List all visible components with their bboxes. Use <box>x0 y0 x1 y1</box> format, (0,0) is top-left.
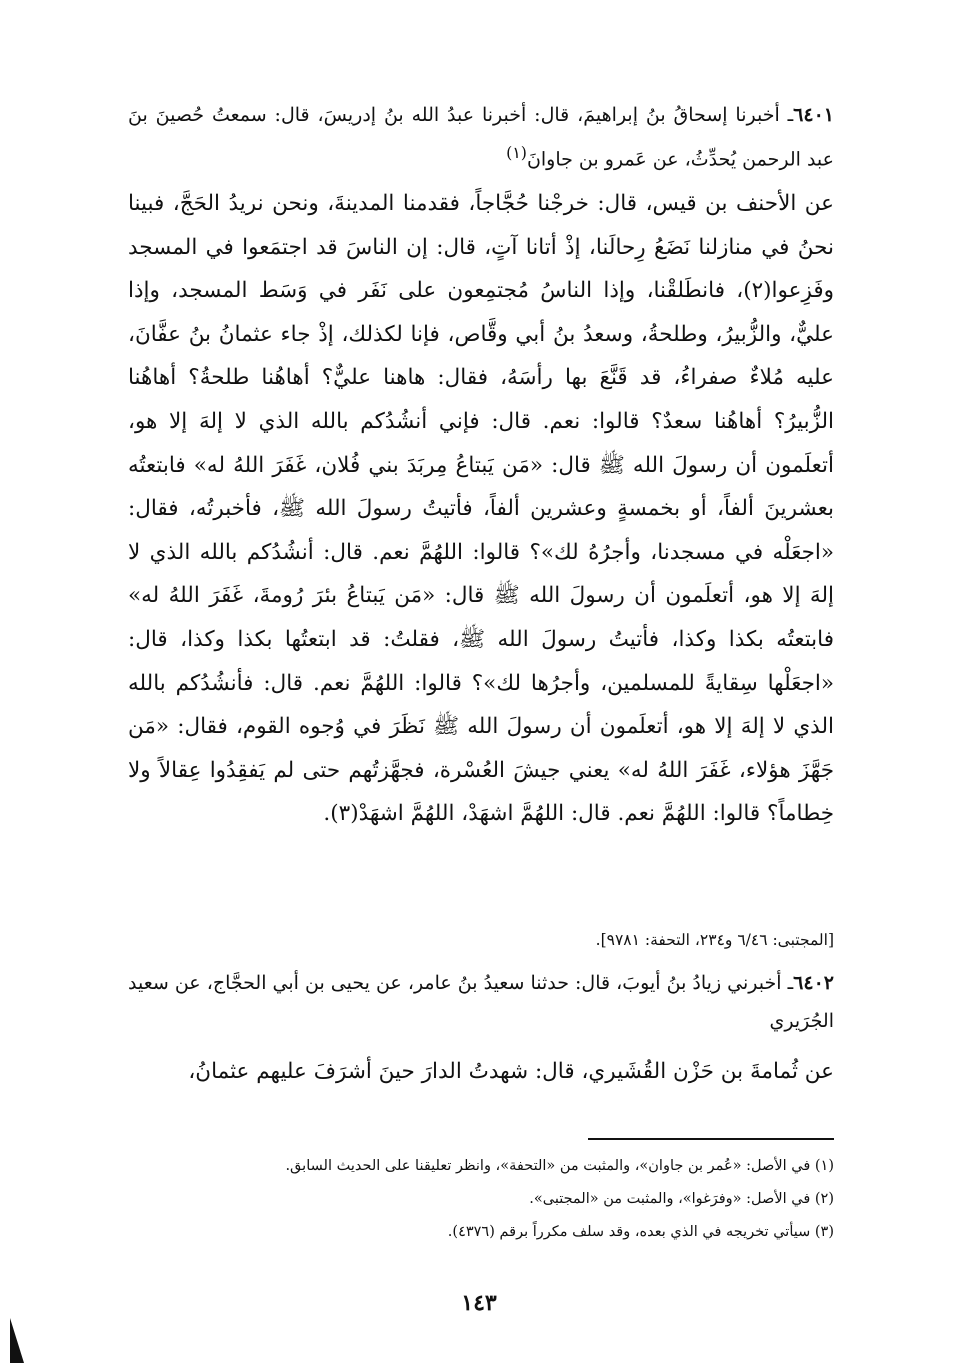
isnad-text: ـ أخبرني زيادُ بنُ أيوبَ، قال: حدثنا سعيدُ بنُ عامر، عن يحيى بن أبي الحجَّاج، عن سعيد الجُرَيري <box>128 972 834 1032</box>
footnote-divider <box>588 1138 834 1140</box>
isnad-text: ـ أخبرنا إسحاقُ بنُ إبراهيمَ، قال: أخبرنا عبدُ الله بنُ إدريسَ، قال: سمعتُ حُصينَ بنَ عبد الرحمن يُحدِّثُ، عن عَمرو بن جاوانَ <box>128 104 834 171</box>
hadith-6401-matn: عن الأحنف بن قيس، قال: خرجْنا حُجَّاجاً، فقدمنا المدينةَ، ونحن نريدُ الحَجَّ، فبينا نحنُ في منازلنا نَضَعُ رِحالَنا، إذْ أتانا آتٍ، قال: إن الناسَ قد اجتمَعوا في المسجد وفَزِعوا(٢)، فانطَلقْنا، وإذا الناسُ مُجتمِعون على نَفَر في وَسَط المسجد، وإذا عليٌّ، والزُّبيرُ، وطلحةُ، وسعدُ بنُ أبي وقَّاص، فإنا لكذلك، إذْ جاء عثمانُ بنُ عفَّانَ، عليه مُلاءٌ صفراءُ، قد قَنَّعَ بها رأسَهُ، فقال: هاهنا عليٌّ؟ أهاهُنا طلحةُ؟ أهاهُنا الزُّبيرُ؟ أهاهُنا سعدٌ؟ قالوا: نعم. قال: فإني أنشُدُكم بالله الذي لا إلهَ إلا هو، أتعلَمون أن رسولَ الله ﷺ قال: «مَن يَبتاعُ مِربَدَ بني فُلان، غَفَرَ اللهُ له» فابتعتُه بعشرينَ ألفاً، أو بخمسةٍ وعشرين ألفاً، فأتيتُ رسولَ الله ﷺ، فأخبرتُه، فقال: «اجعَلْه في مسجدنا، وأجرُهُ لك»؟ قالوا: اللهُمَّ نعم. قال: أنشُدُكم بالله الذي لا إلهَ إلا هو، أتعلَمون أن رسولَ الله ﷺ قال: «مَن يَبتاعُ بئرَ رُومةَ، غَفَرَ اللهُ له» فابتعتُه بكذا وكذا، فأتيتُ رسولَ الله ﷺ، فقلتُ: قد ابتعتُها بكذا وكذا، قال: «اجعَلْها سِقايةً للمسلمين، وأجرُها لك»؟ قالوا: اللهُمَّ نعم. قال: فأنشُدُكم بالله الذي لا إلهَ إلا هو، أتعلَمون أن رسولَ الله ﷺ نَظَرَ في وُجوه القوم، فقال: «مَن جَهَّزَ هؤلاء، غَفَرَ اللهُ له» يعني جيشَ العُسْرة، فجهَّزتُهم حتى لم يَفقِدُوا عِقالاً ولا خِطاماً؟ قالوا: اللهُمَّ نعم. قال: اللهُمَّ اشهَدْ، اللهُمَّ اشهَدْ(٣). <box>128 191 834 827</box>
hadith-6401-isnad <box>128 96 834 178</box>
footnote-3: (٣) سيأتي تخريجه في الذي بعده، وقد سلف مكرراً برقم (٤٣٧٦). <box>447 1224 834 1240</box>
footnotes <box>128 1150 834 1249</box>
hadith-6401-reference: [المجتبى: ٦/٤٦ و٢٣٤، التحفة: ٩٧٨١]. <box>595 931 834 949</box>
footnote-1: (١) في الأصل: «عُمر بن جاوان»، والمثبت من «التحفة»، وانظر تعليقنا على الحديث السابق. <box>285 1158 834 1174</box>
corner-mark-icon <box>8 1318 26 1363</box>
hadith-number: ٦٤٠١ <box>793 104 834 126</box>
footnote-2: (٢) في الأصل: «وفرَغوا»، والمثبت من «المجتبى». <box>529 1191 834 1207</box>
hadith-number: ٦٤٠٢ <box>793 972 834 994</box>
page-number: ١٤٣ <box>461 1290 497 1316</box>
hadith-6402-isnad <box>128 964 834 1040</box>
hadith-6402-matn: عن ثُمامةَ بن حَزْن القُشَيري، قال: شهدتُ الدارَ حينَ أشرَفَ عليهم عثمانُ، <box>188 1059 834 1084</box>
footnote-ref: (١) <box>506 143 527 162</box>
